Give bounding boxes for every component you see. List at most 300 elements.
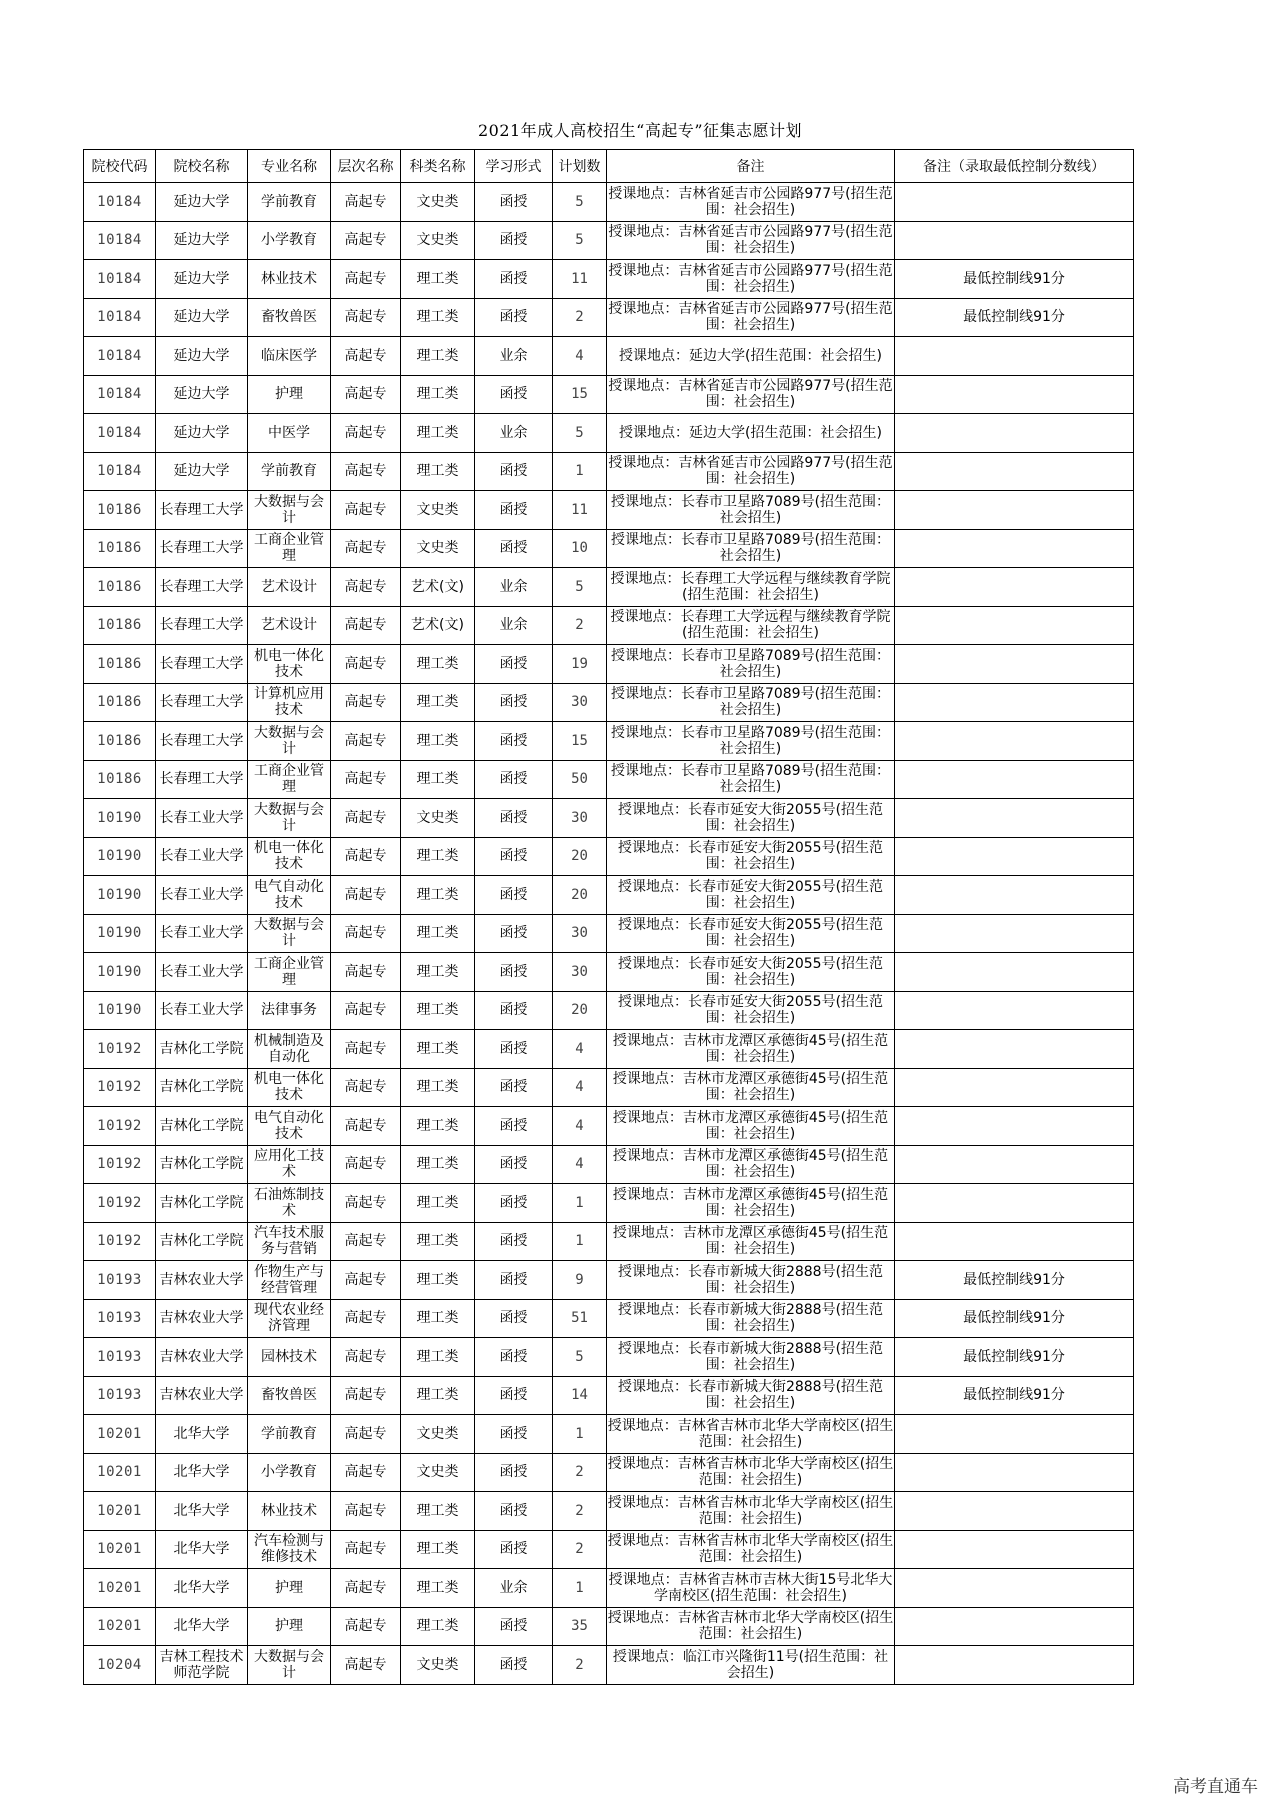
cell-code: 10190 [84, 953, 156, 992]
cell-school: 北华大学 [156, 1530, 248, 1569]
cell-level: 高起专 [331, 1184, 401, 1223]
cell-major: 电气自动化技术 [248, 1107, 331, 1146]
cell-note: 授课地点：长春市卫星路7089号(招生范围：社会招生) [607, 529, 895, 568]
table-row [84, 1068, 1134, 1107]
cell-school: 长春理工大学 [156, 568, 248, 607]
cell-code: 10193 [84, 1338, 156, 1377]
cell-major: 临床医学 [248, 337, 331, 376]
cell-note: 授课地点：长春市卫星路7089号(招生范围：社会招生) [607, 683, 895, 722]
cell-level: 高起专 [331, 645, 401, 684]
cell-school: 延边大学 [156, 375, 248, 414]
cell-level: 高起专 [331, 1338, 401, 1377]
cell-major: 工商企业管理 [248, 529, 331, 568]
cell-code: 10184 [84, 260, 156, 299]
cell-count: 2 [553, 1492, 607, 1531]
cell-level: 高起专 [331, 1569, 401, 1608]
cell-school: 吉林化工学院 [156, 1222, 248, 1261]
cell-code: 10184 [84, 183, 156, 222]
cell-code: 10192 [84, 1107, 156, 1146]
cell-level: 高起专 [331, 683, 401, 722]
cell-note: 授课地点：长春市延安大街2055号(招生范围：社会招生) [607, 837, 895, 876]
table-row [84, 375, 1134, 414]
table-row [84, 414, 1134, 453]
cell-score [895, 337, 1134, 376]
cell-count: 11 [553, 260, 607, 299]
cell-count: 4 [553, 1068, 607, 1107]
cell-code: 10186 [84, 683, 156, 722]
cell-form: 函授 [475, 876, 553, 915]
cell-code: 10201 [84, 1607, 156, 1646]
cell-note: 授课地点：长春市新城大街2888号(招生范围：社会招生) [607, 1338, 895, 1377]
cell-count: 1 [553, 452, 607, 491]
cell-note: 授课地点：吉林省吉林市北华大学南校区(招生范围：社会招生) [607, 1530, 895, 1569]
cell-form: 业余 [475, 414, 553, 453]
cell-level: 高起专 [331, 568, 401, 607]
cell-note: 授课地点：延边大学(招生范围：社会招生) [607, 337, 895, 376]
col-header-category: 科类名称 [401, 150, 475, 183]
cell-major: 大数据与会计 [248, 1646, 331, 1685]
cell-school: 长春工业大学 [156, 876, 248, 915]
cell-level: 高起专 [331, 1030, 401, 1069]
cell-score [895, 183, 1134, 222]
table-row [84, 1222, 1134, 1261]
cell-note: 授课地点：吉林省延吉市公园路977号(招生范围：社会招生) [607, 260, 895, 299]
cell-note: 授课地点：吉林市龙潭区承德街45号(招生范围：社会招生) [607, 1222, 895, 1261]
cell-code: 10190 [84, 799, 156, 838]
cell-school: 长春理工大学 [156, 683, 248, 722]
cell-category: 理工类 [401, 1607, 475, 1646]
cell-score [895, 991, 1134, 1030]
cell-score [895, 1068, 1134, 1107]
table-row [84, 953, 1134, 992]
cell-school: 北华大学 [156, 1607, 248, 1646]
cell-score [895, 529, 1134, 568]
cell-major: 大数据与会计 [248, 799, 331, 838]
cell-form: 函授 [475, 529, 553, 568]
col-header-code: 院校代码 [84, 150, 156, 183]
cell-school: 长春理工大学 [156, 645, 248, 684]
cell-category: 文史类 [401, 221, 475, 260]
cell-form: 函授 [475, 452, 553, 491]
cell-note: 授课地点：吉林省延吉市公园路977号(招生范围：社会招生) [607, 221, 895, 260]
cell-score: 最低控制线91分 [895, 260, 1134, 299]
cell-school: 吉林农业大学 [156, 1338, 248, 1377]
cell-school: 长春工业大学 [156, 914, 248, 953]
cell-note: 授课地点：长春市延安大街2055号(招生范围：社会招生) [607, 914, 895, 953]
cell-form: 函授 [475, 1107, 553, 1146]
cell-form: 业余 [475, 337, 553, 376]
cell-category: 理工类 [401, 1376, 475, 1415]
cell-code: 10184 [84, 298, 156, 337]
cell-school: 长春工业大学 [156, 953, 248, 992]
cell-count: 1 [553, 1184, 607, 1223]
cell-note: 授课地点：长春市新城大街2888号(招生范围：社会招生) [607, 1299, 895, 1338]
table-row [84, 568, 1134, 607]
cell-count: 35 [553, 1607, 607, 1646]
cell-score [895, 876, 1134, 915]
cell-category: 理工类 [401, 991, 475, 1030]
cell-category: 理工类 [401, 1530, 475, 1569]
table-row [84, 1338, 1134, 1377]
cell-level: 高起专 [331, 876, 401, 915]
cell-form: 函授 [475, 1530, 553, 1569]
cell-school: 延边大学 [156, 452, 248, 491]
cell-school: 吉林工程技术师范学院 [156, 1646, 248, 1685]
table-row [84, 298, 1134, 337]
cell-category: 理工类 [401, 1492, 475, 1531]
cell-note: 授课地点：吉林市龙潭区承德街45号(招生范围：社会招生) [607, 1030, 895, 1069]
table-row [84, 1492, 1134, 1531]
cell-level: 高起专 [331, 953, 401, 992]
cell-score: 最低控制线91分 [895, 1376, 1134, 1415]
cell-form: 函授 [475, 1453, 553, 1492]
cell-major: 汽车技术服务与营销 [248, 1222, 331, 1261]
cell-code: 10193 [84, 1299, 156, 1338]
cell-major: 畜牧兽医 [248, 1376, 331, 1415]
cell-form: 函授 [475, 375, 553, 414]
cell-category: 文史类 [401, 491, 475, 530]
cell-major: 畜牧兽医 [248, 298, 331, 337]
cell-score [895, 1107, 1134, 1146]
cell-school: 长春理工大学 [156, 722, 248, 761]
cell-school: 吉林农业大学 [156, 1261, 248, 1300]
cell-code: 10201 [84, 1492, 156, 1531]
cell-major: 石油炼制技术 [248, 1184, 331, 1223]
cell-count: 2 [553, 1530, 607, 1569]
cell-code: 10193 [84, 1261, 156, 1300]
cell-level: 高起专 [331, 452, 401, 491]
cell-level: 高起专 [331, 1376, 401, 1415]
cell-note: 授课地点：吉林省延吉市公园路977号(招生范围：社会招生) [607, 298, 895, 337]
table-row [84, 1530, 1134, 1569]
cell-major: 护理 [248, 375, 331, 414]
cell-form: 函授 [475, 260, 553, 299]
cell-count: 51 [553, 1299, 607, 1338]
cell-score [895, 606, 1134, 645]
cell-note: 授课地点：吉林市龙潭区承德街45号(招生范围：社会招生) [607, 1184, 895, 1223]
cell-count: 30 [553, 953, 607, 992]
table-row [84, 722, 1134, 761]
cell-note: 授课地点：临江市兴隆街11号(招生范围：社会招生) [607, 1646, 895, 1685]
cell-code: 10201 [84, 1453, 156, 1492]
cell-form: 函授 [475, 1299, 553, 1338]
cell-level: 高起专 [331, 414, 401, 453]
cell-score [895, 491, 1134, 530]
table-row [84, 1376, 1134, 1415]
cell-major: 大数据与会计 [248, 491, 331, 530]
cell-count: 4 [553, 1107, 607, 1146]
cell-note: 授课地点：吉林省延吉市公园路977号(招生范围：社会招生) [607, 183, 895, 222]
cell-count: 5 [553, 568, 607, 607]
cell-code: 10186 [84, 606, 156, 645]
table-row [84, 1107, 1134, 1146]
cell-form: 函授 [475, 1415, 553, 1454]
table-row [84, 1184, 1134, 1223]
cell-form: 函授 [475, 491, 553, 530]
cell-level: 高起专 [331, 1261, 401, 1300]
cell-level: 高起专 [331, 491, 401, 530]
table-row [84, 837, 1134, 876]
cell-school: 吉林农业大学 [156, 1299, 248, 1338]
cell-code: 10192 [84, 1068, 156, 1107]
cell-level: 高起专 [331, 375, 401, 414]
cell-note: 授课地点：长春市卫星路7089号(招生范围：社会招生) [607, 491, 895, 530]
table-row [84, 1646, 1134, 1685]
cell-form: 函授 [475, 1068, 553, 1107]
cell-level: 高起专 [331, 1415, 401, 1454]
cell-note: 授课地点：长春市延安大街2055号(招生范围：社会招生) [607, 991, 895, 1030]
cell-major: 林业技术 [248, 260, 331, 299]
cell-major: 现代农业经济管理 [248, 1299, 331, 1338]
cell-category: 理工类 [401, 260, 475, 299]
cell-school: 延边大学 [156, 298, 248, 337]
cell-note: 授课地点：长春市卫星路7089号(招生范围：社会招生) [607, 645, 895, 684]
cell-count: 1 [553, 1222, 607, 1261]
table-row [84, 1030, 1134, 1069]
cell-note: 授课地点：延边大学(招生范围：社会招生) [607, 414, 895, 453]
cell-school: 长春理工大学 [156, 606, 248, 645]
cell-form: 函授 [475, 1184, 553, 1223]
cell-count: 1 [553, 1569, 607, 1608]
cell-major: 大数据与会计 [248, 722, 331, 761]
cell-category: 理工类 [401, 1299, 475, 1338]
cell-major: 中医学 [248, 414, 331, 453]
cell-score [895, 914, 1134, 953]
cell-note: 授课地点：吉林省吉林市北华大学南校区(招生范围：社会招生) [607, 1453, 895, 1492]
watermark: 高考直通车 [1173, 1777, 1258, 1797]
cell-category: 理工类 [401, 452, 475, 491]
cell-level: 高起专 [331, 1492, 401, 1531]
cell-score: 最低控制线91分 [895, 1338, 1134, 1377]
cell-category: 艺术(文) [401, 606, 475, 645]
cell-major: 学前教育 [248, 1415, 331, 1454]
cell-school: 吉林化工学院 [156, 1145, 248, 1184]
cell-major: 汽车检测与维修技术 [248, 1530, 331, 1569]
cell-score [895, 1569, 1134, 1608]
cell-score [895, 414, 1134, 453]
cell-major: 学前教育 [248, 452, 331, 491]
cell-code: 10201 [84, 1415, 156, 1454]
cell-score [895, 1530, 1134, 1569]
cell-code: 10192 [84, 1184, 156, 1223]
table-row [84, 452, 1134, 491]
cell-count: 5 [553, 414, 607, 453]
table-body [84, 183, 1134, 1685]
cell-count: 4 [553, 337, 607, 376]
cell-school: 北华大学 [156, 1415, 248, 1454]
cell-score [895, 722, 1134, 761]
cell-school: 延边大学 [156, 337, 248, 376]
table-row [84, 799, 1134, 838]
cell-count: 15 [553, 722, 607, 761]
cell-note: 授课地点：长春市延安大街2055号(招生范围：社会招生) [607, 799, 895, 838]
cell-school: 长春工业大学 [156, 837, 248, 876]
cell-form: 函授 [475, 1607, 553, 1646]
cell-count: 20 [553, 837, 607, 876]
col-header-note: 备注 [607, 150, 895, 183]
cell-score [895, 799, 1134, 838]
cell-category: 理工类 [401, 645, 475, 684]
cell-form: 函授 [475, 722, 553, 761]
col-header-level: 层次名称 [331, 150, 401, 183]
cell-code: 10184 [84, 337, 156, 376]
cell-note: 授课地点：吉林省延吉市公园路977号(招生范围：社会招生) [607, 375, 895, 414]
cell-form: 函授 [475, 1376, 553, 1415]
cell-level: 高起专 [331, 221, 401, 260]
cell-level: 高起专 [331, 1530, 401, 1569]
cell-code: 10204 [84, 1646, 156, 1685]
cell-note: 授课地点：长春市卫星路7089号(招生范围：社会招生) [607, 760, 895, 799]
cell-major: 大数据与会计 [248, 914, 331, 953]
table-row [84, 221, 1134, 260]
cell-code: 10190 [84, 991, 156, 1030]
cell-code: 10190 [84, 876, 156, 915]
cell-code: 10192 [84, 1145, 156, 1184]
cell-form: 函授 [475, 645, 553, 684]
cell-code: 10192 [84, 1222, 156, 1261]
cell-category: 理工类 [401, 876, 475, 915]
cell-form: 函授 [475, 760, 553, 799]
cell-form: 业余 [475, 568, 553, 607]
cell-form: 函授 [475, 1261, 553, 1300]
cell-form: 函授 [475, 298, 553, 337]
cell-score [895, 953, 1134, 992]
cell-level: 高起专 [331, 1068, 401, 1107]
cell-form: 函授 [475, 914, 553, 953]
cell-category: 文史类 [401, 183, 475, 222]
cell-major: 艺术设计 [248, 568, 331, 607]
cell-code: 10186 [84, 645, 156, 684]
cell-form: 函授 [475, 1492, 553, 1531]
cell-school: 延边大学 [156, 260, 248, 299]
table-row [84, 491, 1134, 530]
cell-note: 授课地点：长春市新城大街2888号(招生范围：社会招生) [607, 1376, 895, 1415]
cell-code: 10184 [84, 221, 156, 260]
cell-category: 文史类 [401, 1646, 475, 1685]
cell-major: 机电一体化技术 [248, 645, 331, 684]
cell-code: 10190 [84, 914, 156, 953]
cell-count: 1 [553, 1415, 607, 1454]
cell-form: 函授 [475, 1222, 553, 1261]
cell-school: 吉林化工学院 [156, 1068, 248, 1107]
cell-count: 30 [553, 683, 607, 722]
table-row [84, 1261, 1134, 1300]
cell-score [895, 760, 1134, 799]
cell-count: 5 [553, 1338, 607, 1377]
cell-score [895, 1415, 1134, 1454]
cell-count: 50 [553, 760, 607, 799]
cell-note: 授课地点：吉林市龙潭区承德街45号(招生范围：社会招生) [607, 1068, 895, 1107]
cell-code: 10186 [84, 529, 156, 568]
cell-major: 应用化工技术 [248, 1145, 331, 1184]
cell-code: 10186 [84, 722, 156, 761]
cell-major: 学前教育 [248, 183, 331, 222]
cell-category: 理工类 [401, 953, 475, 992]
cell-form: 函授 [475, 991, 553, 1030]
cell-school: 北华大学 [156, 1569, 248, 1608]
cell-level: 高起专 [331, 1145, 401, 1184]
cell-count: 20 [553, 991, 607, 1030]
cell-code: 10186 [84, 760, 156, 799]
cell-note: 授课地点：长春理工大学远程与继续教育学院(招生范围：社会招生) [607, 606, 895, 645]
cell-level: 高起专 [331, 1107, 401, 1146]
cell-score [895, 452, 1134, 491]
cell-note: 授课地点：吉林省吉林市北华大学南校区(招生范围：社会招生) [607, 1607, 895, 1646]
cell-score [895, 645, 1134, 684]
cell-count: 19 [553, 645, 607, 684]
cell-count: 30 [553, 799, 607, 838]
cell-level: 高起专 [331, 260, 401, 299]
cell-form: 函授 [475, 1646, 553, 1685]
cell-level: 高起专 [331, 991, 401, 1030]
cell-code: 10193 [84, 1376, 156, 1415]
cell-category: 理工类 [401, 1222, 475, 1261]
cell-note: 授课地点：长春市延安大街2055号(招生范围：社会招生) [607, 953, 895, 992]
cell-school: 延边大学 [156, 183, 248, 222]
cell-note: 授课地点：长春理工大学远程与继续教育学院(招生范围：社会招生) [607, 568, 895, 607]
cell-category: 理工类 [401, 760, 475, 799]
table-row [84, 991, 1134, 1030]
cell-score [895, 1184, 1134, 1223]
cell-score: 最低控制线91分 [895, 1261, 1134, 1300]
table-row [84, 183, 1134, 222]
cell-major: 机电一体化技术 [248, 1068, 331, 1107]
cell-count: 11 [553, 491, 607, 530]
cell-level: 高起专 [331, 1222, 401, 1261]
cell-school: 北华大学 [156, 1492, 248, 1531]
cell-code: 10184 [84, 414, 156, 453]
cell-school: 吉林化工学院 [156, 1107, 248, 1146]
cell-category: 理工类 [401, 1569, 475, 1608]
cell-category: 文史类 [401, 799, 475, 838]
cell-note: 授课地点：长春市延安大街2055号(招生范围：社会招生) [607, 876, 895, 915]
cell-form: 函授 [475, 1145, 553, 1184]
cell-score [895, 375, 1134, 414]
cell-form: 函授 [475, 183, 553, 222]
cell-level: 高起专 [331, 1607, 401, 1646]
cell-form: 函授 [475, 1338, 553, 1377]
cell-level: 高起专 [331, 529, 401, 568]
cell-school: 吉林化工学院 [156, 1184, 248, 1223]
col-header-form: 学习形式 [475, 150, 553, 183]
cell-major: 法律事务 [248, 991, 331, 1030]
cell-form: 函授 [475, 221, 553, 260]
cell-major: 机械制造及自动化 [248, 1030, 331, 1069]
cell-major: 艺术设计 [248, 606, 331, 645]
table-row [84, 260, 1134, 299]
cell-form: 函授 [475, 1030, 553, 1069]
col-header-school: 院校名称 [156, 150, 248, 183]
cell-category: 理工类 [401, 1068, 475, 1107]
cell-school: 北华大学 [156, 1453, 248, 1492]
table-row [84, 529, 1134, 568]
cell-note: 授课地点：长春市新城大街2888号(招生范围：社会招生) [607, 1261, 895, 1300]
cell-form: 函授 [475, 953, 553, 992]
table-row [84, 760, 1134, 799]
cell-major: 计算机应用技术 [248, 683, 331, 722]
table-header-row [84, 150, 1134, 183]
cell-score [895, 568, 1134, 607]
cell-score [895, 221, 1134, 260]
cell-count: 2 [553, 298, 607, 337]
cell-form: 函授 [475, 799, 553, 838]
cell-note: 授课地点：吉林省吉林市北华大学南校区(招生范围：社会招生) [607, 1492, 895, 1531]
cell-level: 高起专 [331, 337, 401, 376]
cell-level: 高起专 [331, 1299, 401, 1338]
cell-code: 10201 [84, 1530, 156, 1569]
cell-form: 函授 [475, 837, 553, 876]
cell-count: 15 [553, 375, 607, 414]
